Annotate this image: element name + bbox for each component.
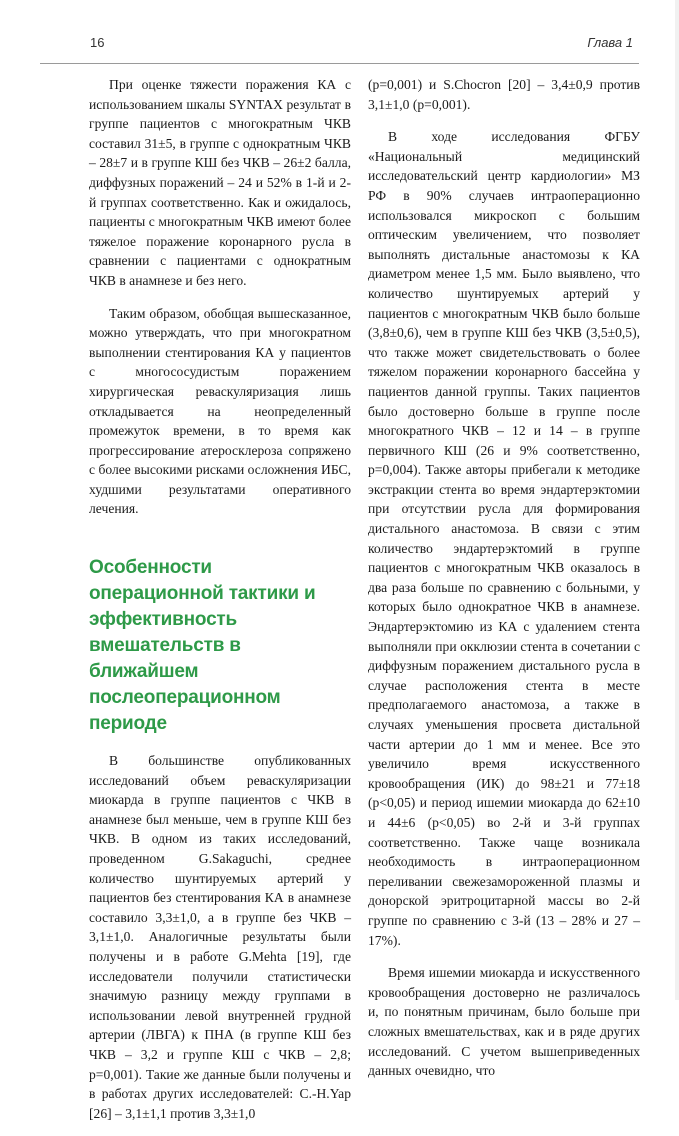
page-number: 16	[90, 35, 105, 50]
paragraph-revascularization: В большинстве опубликованных исследований объем реваскуляризации миокарда в группе пациентов с ЧКВ в анамнезе был меньше, чем в группе КШ без ЧКВ. В одном из таких исследований, проведенном G.Sakaguchi, среднее количество шунтируемых артерий у пациентов без стентирования КА в анамнезе составило 3,3±1,0, а в группе без ЧКВ – 3,1±1,0. Аналогичные результаты были получены и в работе G.Mehta [19], где исследователи получили статистически значимую разницу между группами в использовании левой внутренней грудной артерии (ЛВГА) к ПНА (в группе КШ без ЧКВ – 3,2 и группе КШ с ЧКВ – 2,8; p=0,001). Такие же данные были получены и в работах других исследователей: C.-H.Yap [26] – 3,1±1,1 против 3,3±1,0	[89, 753, 351, 1121]
paragraph-study-results: В ходе исследования ФГБУ «Национальный медицинский исследовательский центр кардиологии» МЗ РФ в 90% случаев интраоперационно использовался микроскоп с большим оптическим увеличением, что позволяет выполнять дистальные анастомозы к КА диаметром менее 1,5 мм. Было выявлено, что количество шунтируемых артерий у пациентов с многократным ЧКВ было больше (3,8±0,6), чем в группе КШ без ЧКВ (3,5±0,5), что также может свидетельствовать о более тяжелом поражении коронарного бассейна у пациентов данной группы. Таких пациентов было достоверно больше в группе после многократного ЧКВ – 12 и 14 – в группе первичного КШ (26 и 9% соответственно, p=0,004). Также авторы прибегали к методике экстракции стента во время эндартерэктомии при отсутствии русла для формирования дистального анастомоза. В связи с этим количество эндартерэктомий в группе пациентов с многократным ЧКВ оказалось в два раза больше по сравнению с больными, у которых было однократное ЧКВ в анамнезе. Эндартерэктомию из КА с удалением стента выполняли при окклюзии стента в сочетании с диффузным поражением дистального русла в случае расположения стента в месте предполагаемого анастомоза, а также в случаях уменьшения просвета дистальной части артерии до 1 мм и менее. Все это увеличило время искусственного кровообращения (ИК) до 98±21 и 77±18 (p<0,05) и период ишемии миокарда до 62±10 и 44±6 (p<0,05) во 2-й и 3-й группах соответственно. Также чаще возникала необходимость в интраоперационном переливании свежезамороженной плазмы и донорской эритроцитарной массы во 2-й группе по сравнению с 3-й (13 – 28% и 27 – 17%).	[368, 129, 640, 948]
right-column	[368, 75, 640, 1094]
left-column	[89, 75, 351, 1136]
chapter-label: Глава 1	[587, 35, 633, 50]
paragraph-summary: Таким образом, обобщая вышесказанное, можно утверждать, что при многократном выполнении стентирования КА у пациентов с многососудистым поражением хирургическая реваскуляризация лишь откладывается на неопределенный промежуток времени, в то время как прогрессирование атеросклероза сопряжено с более высокими рисками осложнения ИБС, худшими результатами оперативного лечения.	[89, 305, 351, 517]
paragraph-syntax-score: При оценке тяжести поражения КА с использованием шкалы SYNTAX результат в группе пациентов с многократным ЧКВ составил 31±5, в группе с однократным ЧКВ – 28±7 и в группе КШ без ЧКВ – 26±2 балла, диффузных поражений – 24 и 52% в 1-й и 2-й группах соответственно. Как и ожидалось, пациенты с многократным ЧКВ имеют более тяжелое поражение коронарного русла в сравнении с пациентами с однократным ЧКВ в анамнезе и без него.	[89, 77, 351, 288]
paragraph-ischemia-time: Время ишемии миокарда и искусственного кровообращения достоверно не различалось и, по понятным причинам, было больше при сложных вмешательствах, как и в ряде других исследований. С учетом вышеприведенных данных очевидно, что	[368, 965, 640, 1079]
page-header	[40, 33, 639, 53]
page-edge-strip	[675, 0, 679, 1000]
section-heading: Особенности операционной тактики и эффективность вмешательств в ближайшем послеоперационном периоде	[89, 557, 316, 735]
header-divider	[40, 63, 639, 64]
paragraph-continuation: (p=0,001) и S.Chocron [20] – 3,4±0,9 против 3,1±1,0 (p=0,001).	[368, 77, 640, 112]
